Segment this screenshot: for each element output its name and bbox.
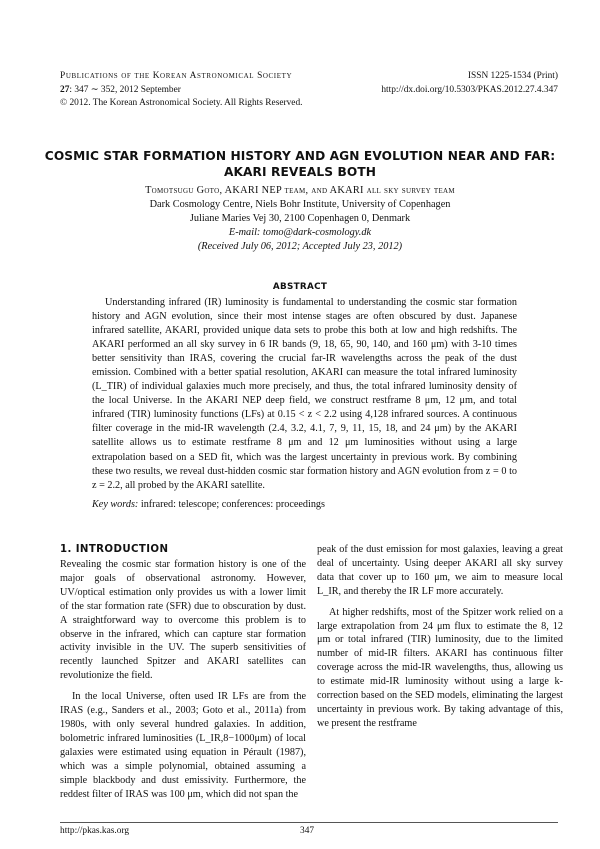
received-dates: (Received July 06, 2012; Accepted July 23, 2012) [197,241,403,252]
doi-link[interactable]: http://dx.doi.org/10.5303/PKAS.2012.27.4.347 [381,84,558,95]
section-heading-introduction: 1. INTRODUCTION [60,544,169,555]
keywords-text: infrared: telescope; conferences: proceedings [140,499,325,510]
keywords-label: Key words: [92,499,139,510]
journal-name: Publications of the Korean Astronomical Society [60,71,293,81]
title-line-1: COSMIC STAR FORMATION HISTORY AND AGN EVOLUTION NEAR AND FAR: [44,149,556,163]
volume-number: 27 [60,84,70,95]
keywords [92,498,517,512]
email[interactable]: E-mail: tomo@dark-cosmology.dk [228,227,372,238]
intro-paragraph-1: Revealing the cosmic star formation history is one of the major goals of observational astronomy. However, UV/optical estimation only provides us with a lower limit of the star formation rate (SFR) due to obscuration by dust. A straightforward way to overcome this problem is to observe in the infrared, which can capture star formation activity invisible in the UV. The superb sensitivities of recently launched Spitzer and AKARI satellites can revolutionize the field. [60,559,306,682]
right-column [317,543,563,731]
intro-paragraph-3: At higher redshifts, most of the Spitzer work relied on a large extrapolation from 24 μm flux to estimate the 8, 12 μm or total infrared (TIR) luminosity, due to the limited number of mid-IR filters. AKARI has continuous filter coverage across the mid-IR wavelengths, thus, allowing us to estimate mid-IR luminosity without using a large k-correction based on the SED models, eliminating the largest uncertainty in previous work. By taking advantage of this, we present the restframe [317,606,563,729]
issn-block [381,70,558,97]
footer-url[interactable]: http://pkas.kas.org [60,826,130,836]
volume-pages: : 347 ∼ 352, 2012 September [69,84,181,95]
affiliation-line-2: Juliane Maries Vej 30, 2100 Copenhagen 0, Denmark [189,213,411,224]
intro-paragraph-2: In the local Universe, often used IR LFs are from the IRAS (e.g., Sanders et al., 2003; Goto et al., 2011a) from 1980s, with only several hundred galaxies. In addition, bolometric infrared luminosities (L_IR,8−1000μm) of local galaxies were estimated using equation in Pérault (1987), which was a simple polynomial, obtained assuming a simple blackbody and dust emissivity. Furthermore, the reddest filter of IRAS was 100 μm, which did not span the [60,691,306,800]
paper-title [40,148,560,180]
journal-header [60,70,303,111]
title-line-2: AKARI REVEALS BOTH [223,165,377,179]
abstract-heading: ABSTRACT [272,282,328,292]
footer-divider [60,822,558,823]
author-names: Tomotsugu Goto, AKARI NEP team, and AKARI all sky survey team [145,185,455,196]
author-block [40,184,560,254]
issn: ISSN 1225-1534 (Print) [467,71,558,81]
left-column [60,543,306,801]
page-number: 347 [300,826,315,836]
affiliation-line-1: Dark Cosmology Centre, Niels Bohr Institute, University of Copenhagen [149,199,451,210]
volume-info [60,84,303,98]
intro-paragraph-2-continued: peak of the dust emission for most galaxies, leaving a great deal of uncertainty. Using deeper AKARI all sky survey data that cover up to 160 μm, we aim to measure local L_IR, and thereby the IR LF more accurately. [317,544,563,597]
copyright: © 2012. The Korean Astronomical Society. All Rights Reserved. [60,98,303,108]
abstract-text: Understanding infrared (IR) luminosity is fundamental to understanding the cosmic star formation history and AGN evolution, since their most intense stages are often obscured by dust. Japanese infrared satellite, AKARI, provided unique data sets to probe this both at low and high redshifts. The AKARI performed an all sky survey in 6 IR bands (9, 18, 65, 90, 140, and 160 μm) with 3-10 times better sensitivity than IRAS, covering the crucial far-IR wavelengths across the peak of the dust emission. Combined with a better spatial resolution, AKARI can measure the total infrared luminosity (L_TIR) of individual galaxies much more precisely, and thus, the total infrared luminosity density of the local Universe. In the AKARI NEP deep field, we construct restframe 8 μm, 12 μm, and total infrared (TIR) luminosity functions (LFs) at 0.15 < z < 2.2 using 4,128 infrared sources. A continuous filter coverage in the mid-IR wavelength (2.4, 3.2, 4.1, 7, 9, 11, 15, 18, and 24 μm) by the AKARI satellite allows us to estimate restframe 8 μm and 12 μm luminosities without using a large extrapolation based on a SED fit, which was the largest uncertainty in previous work. By combining these two results, we reveal dust-hidden cosmic star formation history and AGN evolution from z = 0 to z = 2.2, all probed by the AKARI satellite. [92,297,517,491]
